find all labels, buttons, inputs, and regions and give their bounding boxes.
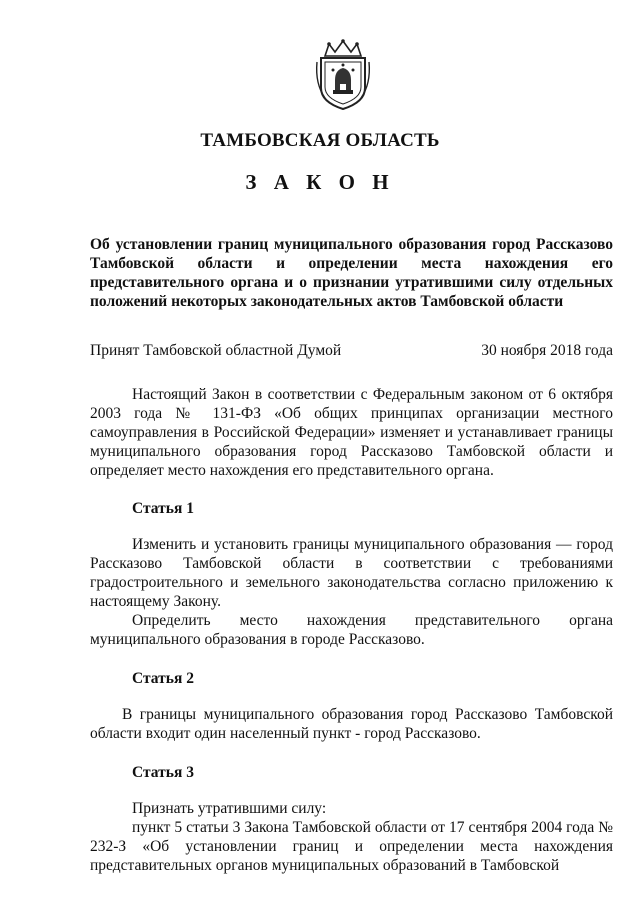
article-3-paragraph-2: пункт 5 статьи 3 Закона Тамбовской области от 17 сентября 2004 года № 232-З «Об установлении границ и определении места нахождения представительных органов муниципальных образований в Тамбовской bbox=[90, 819, 613, 874]
article-3-heading: Статья 3 bbox=[132, 764, 194, 781]
article-1-heading: Статья 1 bbox=[132, 500, 194, 517]
article-2-heading: Статья 2 bbox=[132, 670, 194, 687]
law-subject: Об установлении границ муниципального образования город Рассказово Тамбовской области и определении места нахождения его представительного органа и о признании утратившими силу отдельных положений некоторых законодательных актов Тамбовской области bbox=[90, 236, 613, 310]
document-type-title: З А К О Н bbox=[245, 170, 395, 194]
adoption-date: 30 ноября 2018 года bbox=[481, 342, 613, 359]
tambov-coat-of-arms-icon bbox=[311, 38, 375, 112]
law-body bbox=[90, 385, 613, 875]
preamble: Настоящий Закон в соответствии с Федеральным законом от 6 октября 2003 года № 131-ФЗ «Об общих принципах организации местного самоуправления в Российской Федерации» изменяет и устанавливает границы муниципального образования город Рассказово Тамбовской области и определяет место нахождения его представительного органа. bbox=[90, 386, 613, 479]
article-3-paragraph-1: Признать утратившими силу: bbox=[132, 800, 327, 817]
article-2-paragraph-1: В границы муниципального образования город Рассказово Тамбовской области входит один населенный пункт - город Рассказово. bbox=[90, 706, 613, 742]
article-1-paragraph-1: Изменить и установить границы муниципального образования — город Рассказово Тамбовской области в соответствии с требованиями градостроительного и земельного законодательства согласно приложению к настоящему Закону. bbox=[90, 536, 613, 610]
region-title: ТАМБОВСКАЯ ОБЛАСТЬ bbox=[200, 130, 440, 151]
article-1-paragraph-2: Определить место нахождения представительного органа муниципального образования в городе Рассказово. bbox=[90, 612, 613, 648]
adopted-by: Принят Тамбовской областной Думой bbox=[90, 342, 342, 359]
